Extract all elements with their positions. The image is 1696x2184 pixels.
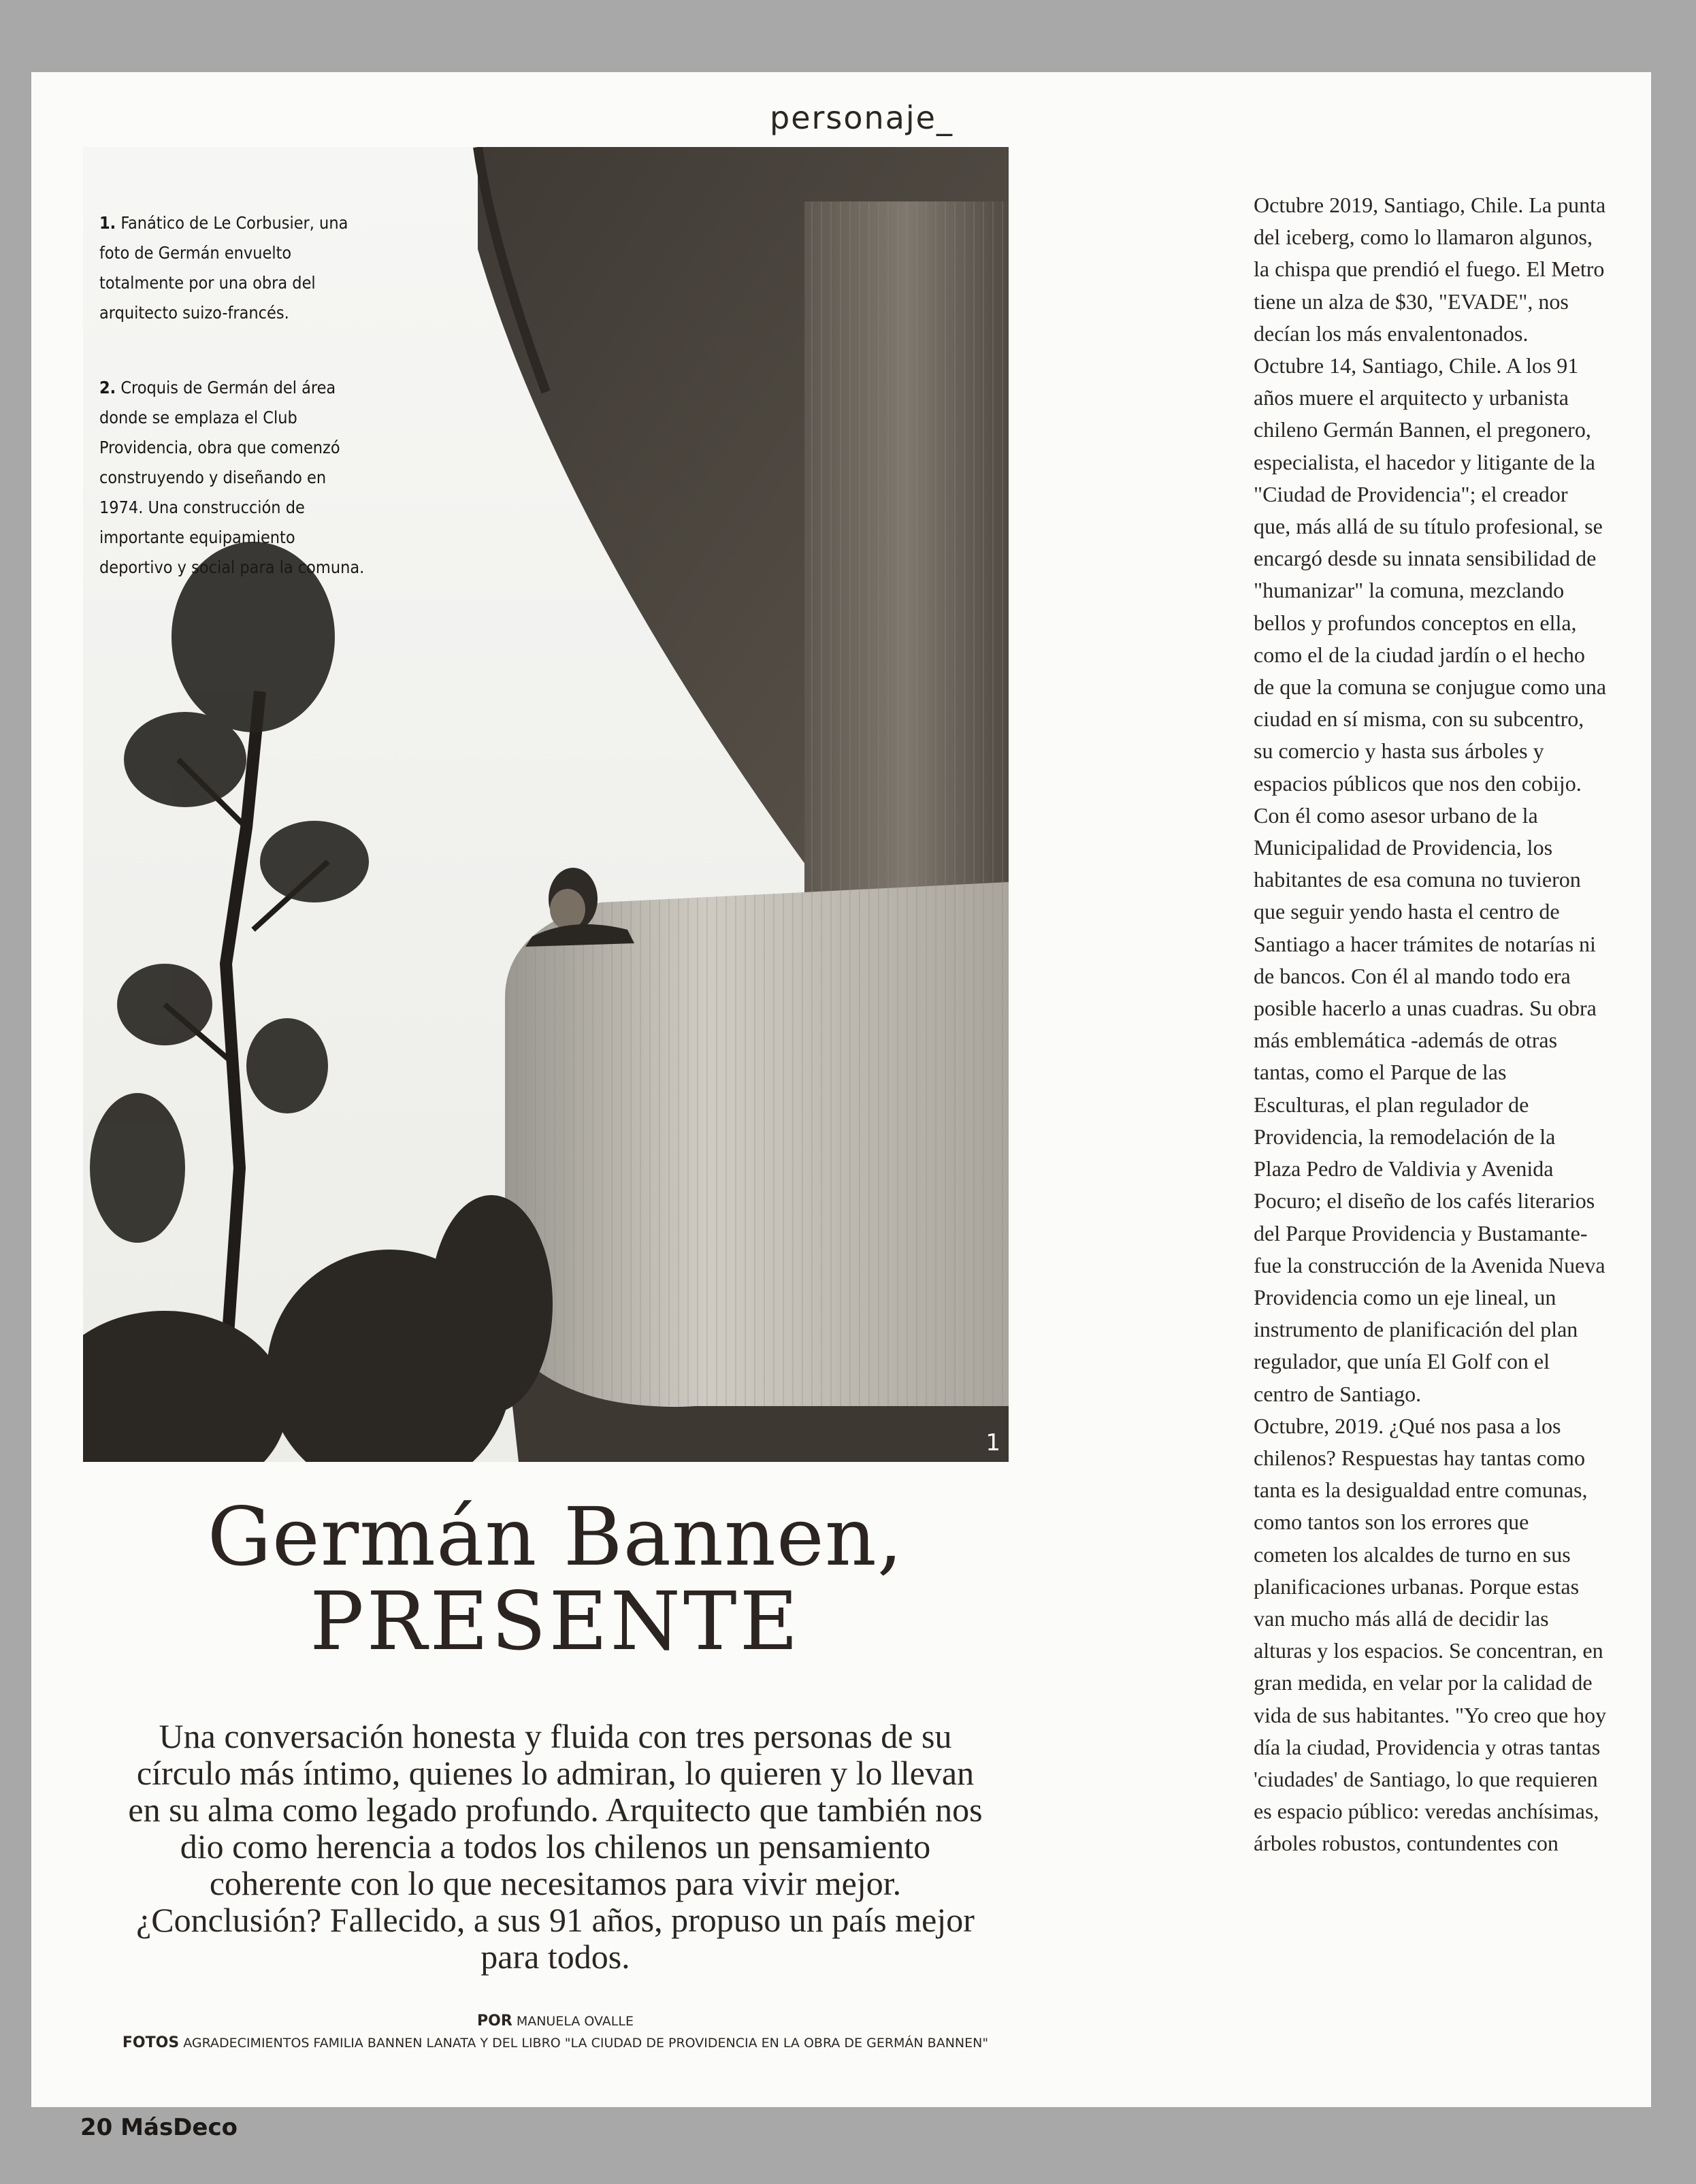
page-folio xyxy=(80,2114,238,2141)
photo-credit xyxy=(99,2032,1011,2054)
caption-2-text: Croquis de Germán del área donde se emplaza el Club Providencia, obra que comenzó construyendo y diseñando en 1974. Una construcción de importante equipamiento deportivo y social para la comuna. xyxy=(99,378,365,577)
article-lead: Una conversación honesta y fluida con tres personas de su círculo más íntimo, quienes lo admiran, lo quieren y lo llevan en su alma como legado profundo. Arquitecto que también nos dio como herencia a todos los chilenos un pensamiento coherente con lo que necesitamos para vivir mejor. ¿Conclusión? Fallecido, a sus 91 años, propuso un país mejor para todos. xyxy=(128,1717,983,1976)
body-paragraph-1: Octubre 2019, Santiago, Chile. La punta del iceberg, como lo llamaron algunos, la chispa que prendió el fuego. El Metro tiene un alza de $30, "EVADE", nos decían los más envalentonados. xyxy=(1254,193,1606,346)
byline-label: POR xyxy=(477,2012,512,2030)
photo-number: 1 xyxy=(985,1429,1000,1456)
photo-credit-label: FOTOS xyxy=(122,2034,180,2051)
title-line-2: PRESENTE xyxy=(310,1574,801,1668)
body-paragraph-3: Octubre, 2019. ¿Qué nos pasa a los chilenos? Respuestas hay tantas como tanta es la desigualdad entre comunas, como tantos son los errores que cometen los alcaldes de turno en sus planificaciones urbanas. Porque estas van mucho más allá de decidir las alturas y los espacios. Se concentran, en gran medida, en velar por la calidad de vida de sus habitantes. "Yo creo que hoy día la ciudad, Providencia y otras tantas 'ciudades' de Santiago, lo que requieren es espacio público: veredas anchísimas, árboles robustos, contundentes con xyxy=(1254,1413,1607,1856)
body-paragraph-2: Octubre 14, Santiago, Chile. A los 91 años muere el arquitecto y urbanista chileno Germán Bannen, el pregonero, especialista, el hacedor y litigante de la "Ciudad de Providencia"; el creador que, más allá de su título profesional, se encargó desde su innata sensibilidad de "humanizar" la comuna, mezclando bellos y profundos conceptos en ella, como el de la ciudad jardín o el hecho de que la comuna se conjugue como una ciudad en sí misma, con su subcentro, su comercio y hasta sus árboles y espacios públicos que nos den cobijo. Con él como asesor urbano de la Municipalidad de Providencia, los habitantes de esa comuna no tuvieron que seguir yendo hasta el centro de Santiago a hacer trámites de notarías ni de bancos. Con él al mando todo era posible hacerlo a unas cuadras. Su obra más emblemática -además de otras tantas, como el Parque de las Esculturas, el plan regulador de Providencia, la remodelación de la Plaza Pedro de Valdivia y Avenida Pocuro; el diseño de los cafés literarios del Parque Providencia y Bustamante- fue la construcción de la Avenida Nueva Providencia como un eje lineal, un instrumento de planificación del plan regulador, que unía El Golf con el centro de Santiago. xyxy=(1254,353,1607,1406)
magazine-brand: MásDeco xyxy=(120,2114,238,2141)
magazine-page xyxy=(31,72,1651,2107)
byline-value: MANUELA OVALLE xyxy=(512,2014,634,2029)
article-body xyxy=(1254,189,1608,1860)
caption-2 xyxy=(99,373,372,583)
section-tag: personaje_ xyxy=(770,99,953,136)
photo-credit-value: AGRADECIMIENTOS FAMILIA BANNEN LANATA Y DEL LIBRO "LA CIUDAD DE PROVIDENCIA EN LA OBRA DE GERMÁN BANNEN" xyxy=(179,2036,989,2051)
photo-captions xyxy=(99,208,372,628)
caption-1-number: 1. xyxy=(99,213,116,233)
page-number: 20 xyxy=(80,2114,113,2141)
article-title xyxy=(99,1490,1011,1668)
caption-1 xyxy=(99,208,372,328)
byline xyxy=(99,2010,1011,2032)
caption-1-text: Fanático de Le Corbusier, una foto de Germán envuelto totalmente por una obra del arquitecto suizo-francés. xyxy=(99,213,348,323)
caption-2-number: 2. xyxy=(99,378,116,397)
article-credits xyxy=(99,2010,1011,2054)
title-line-1: Germán Bannen, xyxy=(207,1490,904,1584)
